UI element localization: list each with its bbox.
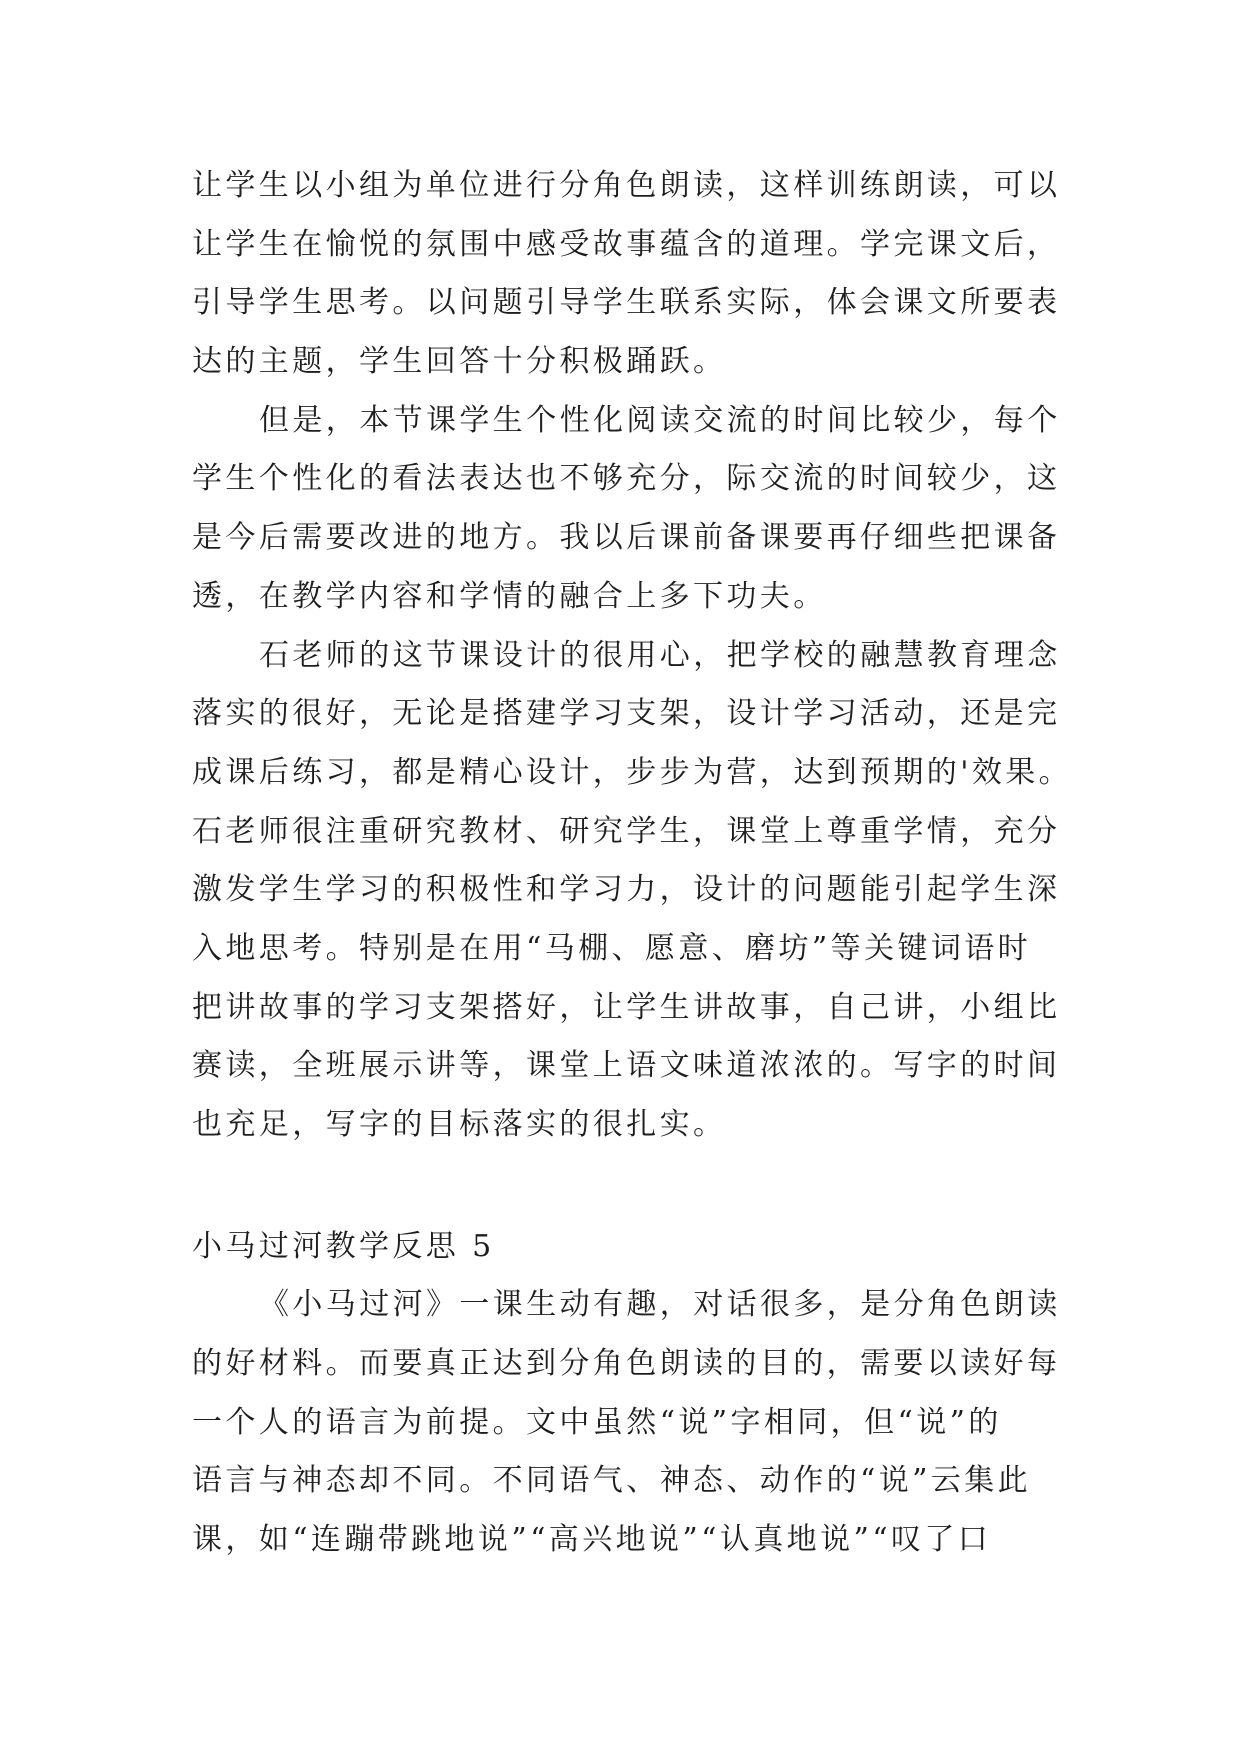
text-line: 也充足，写字的目标落实的很扎实。 — [192, 1107, 727, 1142]
paragraph — [192, 157, 1092, 392]
text-line: 透，在教学内容和学情的融合上多下功夫。 — [192, 578, 827, 614]
text-line: 赛读，全班展示讲等，课堂上语文味道浓浓的。写字的时间 — [192, 1048, 1061, 1084]
text-line: 成课后练习，都是精心设计，步步为营，达到预期的'效果。 — [192, 754, 1073, 790]
text-line: 石老师很注重研究教材、研究学生，课堂上尊重学情，充分 — [192, 813, 1061, 849]
text-line: 但是，本节课学生个性化阅读交流的时间比较少，每个 — [259, 402, 1061, 438]
paragraph — [192, 1276, 1092, 1569]
section-heading: 小马过河教学反思 5 — [192, 1228, 495, 1264]
text-line: 把讲故事的学习支架搭好，让学生讲故事，自己讲，小组比 — [192, 989, 1061, 1025]
document-page — [192, 157, 1092, 1570]
text-line: 《小马过河》一课生动有趣，对话很多，是分角色朗读 — [259, 1287, 1061, 1323]
text-line: 石老师的这节课设计的很用心，把学校的融慧教育理念 — [259, 637, 1061, 673]
text-line: 入地思考。特别是在用“马棚、愿意、磨坊”等关键词语时 — [192, 930, 1032, 966]
text-line: 是今后需要改进的地方。我以后课前备课要再仔细些把课备 — [192, 520, 1061, 556]
paragraph — [192, 627, 1092, 1155]
text-line: 语言与神态却不同。不同语气、神态、动作的“说”云集此 — [192, 1463, 1032, 1499]
text-line: 课，如“连蹦带跳地说”“高兴地说”“认真地说”“叹了口 — [192, 1522, 992, 1558]
text-line: 让学生以小组为单位进行分角色朗读，这样训练朗读，可以 — [192, 168, 1061, 203]
text-line: 激发学生学习的积极性和学习力，设计的问题能引起学生深 — [192, 872, 1061, 908]
paragraph — [192, 392, 1092, 627]
text-line: 学生个性化的看法表达也不够充分，际交流的时间较少，这 — [192, 461, 1061, 497]
text-line: 引导学生思考。以问题引导学生联系实际，体会课文所要表 — [192, 285, 1061, 321]
text-line: 达的主题，学生回答十分积极踊跃。 — [192, 344, 727, 380]
text-line: 一个人的语言为前提。文中虽然“说”字相同，但“说”的 — [192, 1404, 1002, 1440]
text-line: 让学生在愉悦的氛围中感受故事蕴含的道理。学完课文后， — [192, 226, 1061, 262]
text-line: 落实的很好，无论是搭建学习支架，设计学习活动，还是完 — [192, 696, 1061, 732]
text-line: 的好材料。而要真正达到分角色朗读的目的，需要以读好每 — [192, 1346, 1061, 1382]
